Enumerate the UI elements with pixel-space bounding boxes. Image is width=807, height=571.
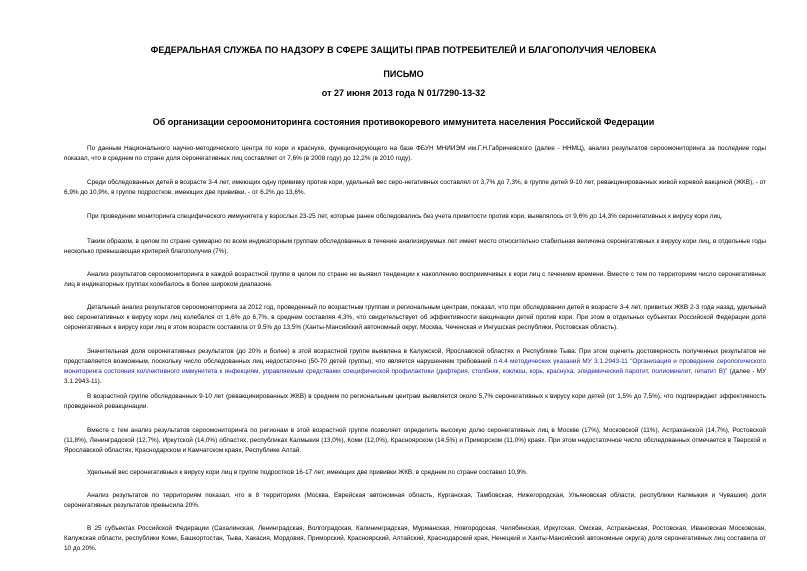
document-type: ПИСЬМО xyxy=(383,69,424,79)
paragraph-8: В возрастной группе обследованных 9-10 лет (ревакцинированных ЖКВ) в среднем по региональным центрам выявляется около 5,7% серонегативных к вирусу кори детей (от 1,5% до 7,5%), что подтверждает эффективность проведенной ревакцинации. xyxy=(64,393,766,410)
paragraph-7-text-start: Значительная доля серонегативных результатов (до 20% и более) в этой возрастной группе выявлена в Калужской, Ярославской областях и Республике Тыва. При этом оценить достоверность полученных результатов не представляется возможным, поскольку число обследованных лиц недостаточно (50-70 детей группы), что является нарушением требований xyxy=(64,348,766,365)
paragraph-7-text-end: (далее - МУ 3.1.2943-11). xyxy=(64,368,766,385)
document-title: Об организации сероомониторинга состояния противокоревого иммунитета населения Российской Федерации xyxy=(152,117,655,127)
document-date-number: от 27 июня 2013 года N 01/7290-13-32 xyxy=(321,88,486,98)
paragraph-1: По данным Национального научно-методического центра по кори и краснухе, функционирующего на базе ФБУН МНИИЭМ им.Г.Н.Габричевского (далее - ННМЦ), анализ результатов сероомониторинга за последние годы показал, что в среднем по стране доля серонегативных лиц составляет от 7,6% (в 2008 году) до 12,2% (в 2010 году). xyxy=(64,145,766,162)
methodical-guidelines-link[interactable]: п.4.4 методических указаний МУ 3.1.2943-11 "Организация и проведение серологического мониторинга состояния коллективного иммунитета к инфекциям, управляемым средствами специфической профилактики (дифтерия, столбняк, коклюш, корь, краснуха, эпидемический паротит, полиомиелит, гепатит В)" xyxy=(64,358,766,375)
paragraph-4: Таким образом, в целом по стране суммарно по всем индикаторным группам обследованных в течение анализируемых лет имеет место относительно стабильная величина серонегативных к вирусу кори лиц, в отдельные годы несколько превышающая критерий благополучия (7%). xyxy=(64,238,766,255)
paragraph-7 xyxy=(64,347,766,387)
paragraph-10: Удельный вес серонегативных к вирусу кори лиц в группе подростков 16-17 лет, имеющих две прививки ЖКВ, в среднем по стране составил 10,9%. xyxy=(87,469,528,476)
paragraph-3: При проведении мониторинга специфического иммунитета у взрослых 23-25 лет, которые ранее обследовались без учета привитости против кори, выявлялось от 9,6% до 14,3% серонегативных к вирусу кори лиц. xyxy=(87,213,723,220)
paragraph-6: Детальный анализ результатов сероомониторинга за 2012 год, проведенный по возрастным группам и региональным центрам, показал, что при обследовании детей в возрасте 3-4 лет, привитых ЖКВ 2-3 года назад, удельный вес серонегативных к вирусу кори лиц колебался от 1,6% до 6,7%, в среднем составляя 4,3%, что свидетельствует об эффективности вакцинации детей против кори. При этом в отдельных субъектах Российской Федерации доля серонегативных к вирусу кори лиц в этом возрасте составила от 9,5% до 13,5% (Ханты-Мансийский автономный округ, Москва, Чеченская и Ингушская республики, Ростовская область). xyxy=(64,304,766,331)
paragraph-5: Анализ результатов сероомониторинга в каждой возрастной группе в целом по стране не выявил тенденции к накоплению восприимчивых к кори лиц с течением времени. Вместе с тем по территориям число серонегативных лиц в индикаторных группах колебалось в более широком диапазоне. xyxy=(64,271,766,288)
paragraph-2: Среди обследованных детей в возрасте 3-4 лет, имеющих одну прививку против кори, удельный вес серо-негативных составлял от 3,7% до 7,3%, в группе детей 9-10 лет, ревакцинированных живой коревой вакциной (ЖКВ), - от 6,9% до 10,9%, в группе подростков, имеющих две прививки, - от 6,2% до 13,6%. xyxy=(64,179,766,196)
paragraph-12: В 25 субъектах Российской Федерации (Сахалинская, Ленинградская, Волгоградская, Калининградская, Мурманская, Новгородская, Челябинская, Иркутская, Омская, Астраханская, Ростовская, Ивановская Московская, Калужская области, республики Коми, Башкортостан, Тыва, Хакасия, Мордовия, Приморский, Красноярский, Алтайский, Краснодарский края, Ненецкий и Ханты-Мансийский автономные округа) доля серонегативных лиц составила от 10 до 20%. xyxy=(64,525,766,552)
agency-heading: ФЕДЕРАЛЬНАЯ СЛУЖБА ПО НАДЗОРУ В СФЕРЕ ЗАЩИТЫ ПРАВ ПОТРЕБИТЕЛЕЙ И БЛАГОПОЛУЧИЯ ЧЕЛОВЕКА xyxy=(150,45,657,55)
paragraph-11: Анализ результатов по территориям показал, что в 8 территориях (Москва, Еврейская автономная область, Курганская, Тамбовская, Нижегородская, Ульяновская области, республики Калмыкия и Чувашия) доля серонегативных результатов превысила 20%. xyxy=(64,492,766,509)
paragraph-9: Вместе с тем анализ результатов сероомониторинга по регионам в этой возрастной группе позволяет определить высокую долю серонегативных лиц в Москве (17%), Московской (11%), Астраханской (14,7%), Ростовской (11,8%), Ленинградской (12,7%), Иркутской (14,0%) областях, республиках Калмыкия (13,0%), Коми (12,0%), Красноярском (14,5%) и Приморском (11,0%) краях. При этом недостаточное число обследованных отмечается в Тверской и Ярославской областях, Краснодарском и Камчатском краях, Республике Алтай. xyxy=(64,427,766,454)
